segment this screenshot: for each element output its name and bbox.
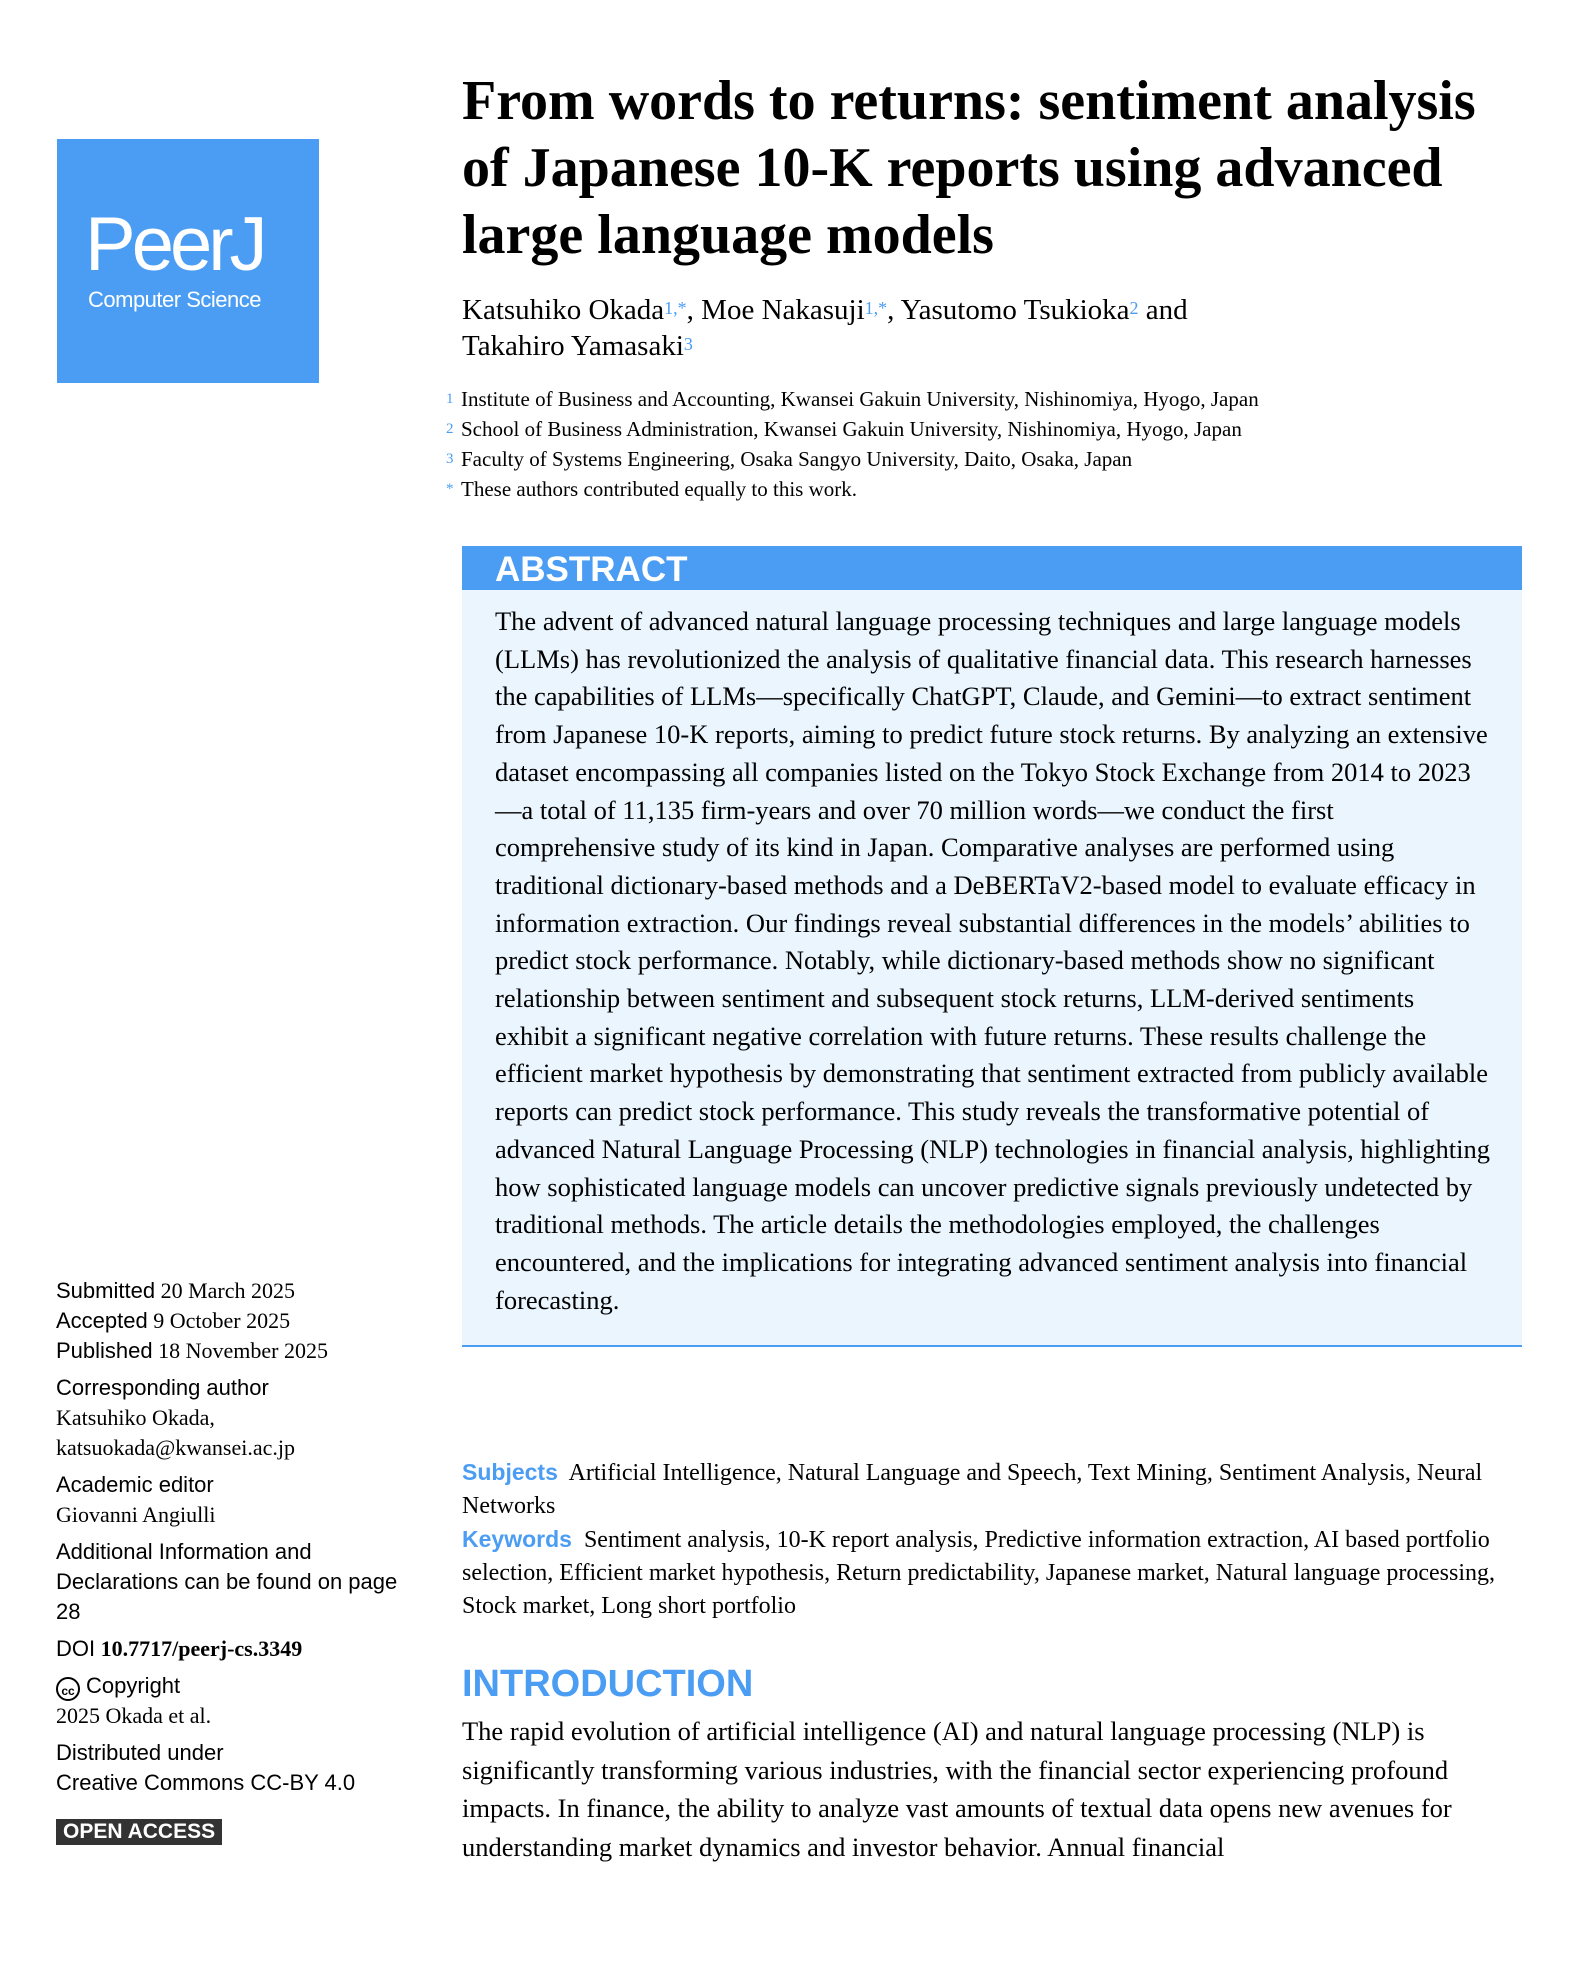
author-affiliation-mark: 1,* <box>864 298 888 318</box>
published-row <box>56 1336 406 1366</box>
keywords-row <box>462 1523 1522 1623</box>
creative-commons-icon: cc <box>56 1677 80 1701</box>
subjects-keywords <box>462 1456 1522 1623</box>
affiliation-item <box>446 444 1546 474</box>
introduction-text: The rapid evolution of artificial intelligence (AI) and natural language processing (NLP) is significantly transforming various industries, with the financial sector experiencing profound impacts. In finance, the ability to analyze vast amounts of textual data opens new avenues for understanding market dynamics and investor behavior. Annual financial <box>462 1716 1452 1862</box>
author-name: Moe Nakasuji <box>701 294 865 326</box>
copyright-label: Copyright <box>86 1673 181 1698</box>
accepted-label: Accepted <box>56 1308 148 1333</box>
corresponding-group <box>56 1373 406 1463</box>
subjects-label: Subjects <box>462 1459 558 1485</box>
open-access-badge: OPEN ACCESS <box>56 1819 222 1845</box>
affiliation-item <box>446 384 1546 414</box>
doi-row <box>56 1634 406 1664</box>
copyright-value: 2025 Okada et al. <box>56 1703 212 1728</box>
keywords-text: Sentiment analysis, 10-K report analysis, Predictive information extraction, AI based portfolio selection, Efficient market hypothesis, Return predictability, Japanese market, Natural language processing, Stock market, Long short portfolio <box>462 1527 1495 1619</box>
author-name: Yasutomo Tsukioka <box>900 294 1130 326</box>
article-sidebar <box>56 1276 406 1846</box>
affiliation-mark: * <box>446 481 454 497</box>
additional-info[interactable]: Additional Information and Declarations can be found on page 28 <box>56 1539 398 1624</box>
submitted-label: Submitted <box>56 1278 156 1303</box>
accepted-row <box>56 1306 406 1336</box>
author-affiliation-mark: 1,* <box>664 298 687 318</box>
affiliation-mark: 1 <box>446 391 454 407</box>
submitted-date: 20 March 2025 <box>160 1278 295 1303</box>
abstract-box <box>462 546 1522 1347</box>
subjects-row <box>462 1456 1522 1523</box>
published-label: Published <box>56 1338 153 1363</box>
subjects-text: Artificial Intelligence, Natural Language and Speech, Text Mining, Sentiment Analysis, Neural Networks <box>462 1460 1483 1519</box>
abstract-text: The advent of advanced natural language processing techniques and large language models (LLMs) has revolutionized the analysis of qualitative financial data. This research harnesses the capabilities of LLMs—specifically ChatGPT, Claude, and Gemini—to extract sentiment from Japanese 10-K reports, aiming to predict future stock returns. By analyzing an extensive dataset encompassing all companies listed on the Tokyo Stock Exchange from 2014 to 2023—a total of 11,135 firm-years and over 70 million words—we conduct the first comprehensive study of its kind in Japan. Comparative analyses are performed using traditional dictionary-based methods and a DeBERTaV2-based model to evaluate efficacy in information extraction. Our findings reveal substantial differences in the models’ abilities to predict stock performance. Notably, while dictionary-based methods show no significant relationship between sentiment and subsequent stock returns, LLM-derived sentiments exhibit a significant negative correlation with future returns. These results challenge the efficient market hypothesis by demonstrating that sentiment extracted from publicly available reports can predict stock performance. This study reveals the transformative potential of advanced Natural Language Processing (NLP) technologies in financial analysis, highlighting how sophisticated language models can uncover predictive signals previously undetected by traditional methods. The article details the methodologies employed, the challenges encountered, and the implications for integrating advanced sentiment analysis into financial forecasting. <box>495 606 1490 1315</box>
editor-name: Giovanni Angiulli <box>56 1502 216 1527</box>
author-separator: and <box>1138 294 1188 326</box>
dates-group <box>56 1276 406 1366</box>
editor-label: Academic editor <box>56 1472 214 1497</box>
affiliation-text: School of Business Administration, Kwansei Gakuin University, Nishinomiya, Hyogo, Japan <box>461 417 1242 441</box>
corresponding-label: Corresponding author <box>56 1375 269 1400</box>
submitted-row <box>56 1276 406 1306</box>
affiliations <box>446 384 1546 504</box>
corresponding-name: Katsuhiko Okada, <box>56 1405 215 1430</box>
published-date: 18 November 2025 <box>158 1338 328 1363</box>
doi-value[interactable]: 10.7717/peerj-cs.3349 <box>100 1636 303 1661</box>
distributed-label: Distributed under <box>56 1740 224 1765</box>
logo-subtitle: Computer Science <box>88 287 261 312</box>
logo-wordmark: PeerJ <box>85 202 264 287</box>
license-group <box>56 1738 406 1798</box>
editor-group <box>56 1470 406 1530</box>
author-affiliation-mark: 3 <box>683 334 693 354</box>
article-title: From words to returns: sentiment analysis of Japanese 10-K reports using advanced large language models <box>462 70 1476 266</box>
copyright-row <box>56 1671 406 1701</box>
affiliation-text: Faculty of Systems Engineering, Osaka Sangyo University, Daito, Osaka, Japan <box>461 447 1133 471</box>
keywords-label: Keywords <box>462 1526 572 1552</box>
affiliation-text: These authors contributed equally to this work. <box>461 477 857 501</box>
introduction-heading: INTRODUCTION <box>462 1663 754 1705</box>
author-name: Katsuhiko Okada <box>462 294 665 326</box>
affiliation-text: Institute of Business and Accounting, Kwansei Gakuin University, Nishinomiya, Hyogo, Japan <box>461 387 1259 411</box>
affiliation-item <box>446 414 1546 444</box>
accepted-date: 9 October 2025 <box>153 1308 291 1333</box>
license-name[interactable]: Creative Commons CC-BY 4.0 <box>56 1770 356 1795</box>
author-separator: , <box>887 294 901 326</box>
doi-label: DOI <box>56 1636 96 1661</box>
affiliation-mark: 2 <box>446 421 454 437</box>
copyright-group <box>56 1671 406 1731</box>
author-affiliation-mark: 2 <box>1129 298 1139 318</box>
abstract-heading: ABSTRACT <box>462 546 1522 590</box>
author-list <box>462 292 1522 364</box>
corresponding-email[interactable]: katsuokada@kwansei.ac.jp <box>56 1435 295 1460</box>
peerj-logo <box>57 139 319 383</box>
author-separator: , <box>686 294 702 326</box>
author-name: Takahiro Yamasaki <box>462 330 684 362</box>
affiliation-mark: 3 <box>446 451 454 467</box>
affiliation-item <box>446 474 1546 504</box>
